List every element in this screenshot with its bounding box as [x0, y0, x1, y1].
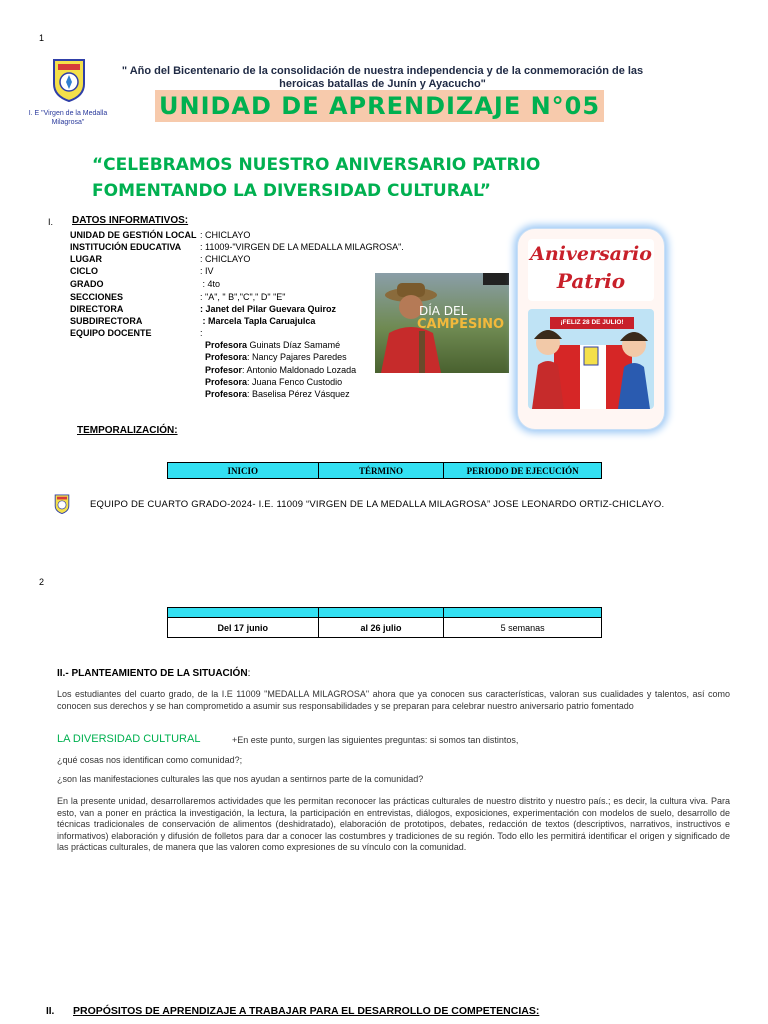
unit-title: UNIDAD DE APRENDIZAJE N°05: [155, 90, 604, 122]
timeline-table: [167, 607, 602, 638]
campesino-title-line2: CAMPESINO: [417, 317, 505, 332]
info-row-directora: DIRECTORA : Janet del Pilar Guevara Quiroz: [70, 304, 337, 314]
intro-paragraph: Los estudiantes del cuarto grado, de la I.E 11009 "MEDALLA MILAGROSA" ahora que ya conocen sus características, valoran sus cualidades y talentos, así como conocen sus derechos y se han comprometido a asumir sus responsabilidades y se preparan para celebrar nuestro aniversario patrio fomentado: [57, 689, 730, 711]
aniversario-banner: ¡FELIZ 28 DE JULIO!: [550, 317, 634, 329]
header-periodo: PERIODO DE EJECUCIÓN: [444, 463, 602, 479]
school-crest-icon: [52, 58, 86, 102]
section-2-heading: II.- PLANTEAMIENTO DE LA SITUACIÓN: [57, 668, 248, 679]
section-3-heading: PROPÓSITOS DE APRENDIZAJE A TRABAJAR PARA EL DESARROLLO DE COMPETENCIAS:: [73, 1005, 540, 1017]
dia-del-campesino-image: [375, 273, 509, 373]
year-motto: " Año del Bicentenario de la consolidación de nuestra independencia y de la conmemoración de las heroicas batallas de Junín y Ayacucho": [121, 65, 644, 90]
section-1-number: I.: [48, 217, 54, 227]
question-1: ¿qué cosas nos identifican como comunidad?;: [57, 755, 243, 765]
team-member: Profesora: Baselisa Pérez Vásquez: [205, 389, 350, 399]
page-footer: EQUIPO DE CUARTO GRADO-2024- I.E. 11009 “VIRGEN DE LA MEDALLA MILAGROSA” JOSE LEONARDO ORTIZ-CHICLAYO.: [90, 499, 665, 510]
team-member: Profesora Guinats Díaz Samamé: [205, 340, 341, 350]
cell-inicio: Del 17 junio: [168, 618, 319, 638]
section-2-heading-wrap: II.- PLANTEAMIENTO DE LA SITUACIÓN:: [57, 668, 251, 679]
body-paragraph: En la presente unidad, desarrollaremos actividades que les permitan reconocer las prácticas culturales de nuestro distrito y nuestro país.; es decir, la cultura viva. Para esto, van a poner en práctica la investigación, la lectura, la participación en entrevistas, diálogos, exposiciones, experimentación con modelos de suelo, desarrollo de técnicas tradicionales de conservación de alimentos (deshidratado), elaboración de prototipos, debates, redacción de textos (descriptivos, narrativos, instructivos e informativos) elaboración y difusión de folletos para dar a conocer las costumbres y tradiciones de su región. Todo ello les permitirá identificar el origen y significado de las prácticas culturales, de manera que las valoren como expresiones de su vínculo con la comunidad.: [57, 796, 730, 852]
unit-subtitle: “CELEBRAMOS NUESTRO ANIVERSARIO PATRIO FOMENTANDO LA DIVERSIDAD CULTURAL”: [92, 155, 541, 201]
page-number-1: 1: [39, 33, 45, 43]
cell-termino: al 26 julio: [318, 618, 444, 638]
section-1-heading: DATOS INFORMATIVOS:: [72, 215, 189, 226]
info-row-secciones: SECCIONES : "A", " B","C"," D" "E": [70, 292, 286, 302]
info-row-grado: GRADO : 4to: [70, 279, 221, 289]
school-caption: I. E "Virgen de la Medalla Milagrosa": [28, 110, 108, 126]
info-row-lugar: LUGAR : CHICLAYO: [70, 254, 251, 264]
temporalizacion-heading: TEMPORALIZACIÓN:: [77, 425, 178, 436]
page-number-2: 2: [39, 577, 45, 587]
diversity-label: LA DIVERSIDAD CULTURAL: [57, 733, 201, 745]
team-member: Profesora: Juana Fenco Custodio: [205, 377, 343, 387]
cell-periodo: 5 semanas: [444, 618, 602, 638]
question-2: ¿son las manifestaciones culturales las que nos ayudan a sentirnos parte de la comunidad?: [57, 774, 424, 784]
info-row-ciclo: CICLO : IV: [70, 266, 214, 276]
aniversario-patrio-image: [517, 228, 665, 430]
team-member: Profesora: Nancy Pajares Paredes: [205, 352, 347, 362]
team-member: Profesor: Antonio Maldonado Lozada: [205, 365, 357, 375]
aniversario-line1: Aniversario: [530, 243, 652, 265]
info-row-subdirectora: SUBDIRECTORA : Marcela Tapla Caruajulca: [70, 316, 316, 326]
diversity-text: +En este punto, surgen las siguientes preguntas: si somos tan distintos,: [232, 735, 519, 745]
section-3-number: II.: [46, 1006, 55, 1017]
campesino-title-line1: DÍA DEL: [419, 304, 468, 318]
aniversario-line2: Patrio: [556, 269, 626, 293]
school-crest-small-icon: [54, 494, 70, 514]
header-termino: TÉRMINO: [318, 463, 444, 479]
info-row-institucion: INSTITUCIÓN EDUCATIVA : 11009-"VIRGEN DE LA MEDALLA MILAGROSA".: [70, 242, 404, 252]
info-row-ugel: UNIDAD DE GESTIÓN LOCAL : CHICLAYO: [70, 230, 251, 240]
info-row-equipo: EQUIPO DOCENTE :: [70, 328, 203, 338]
timeline-table-header: [167, 462, 602, 479]
header-inicio: INICIO: [168, 463, 319, 479]
